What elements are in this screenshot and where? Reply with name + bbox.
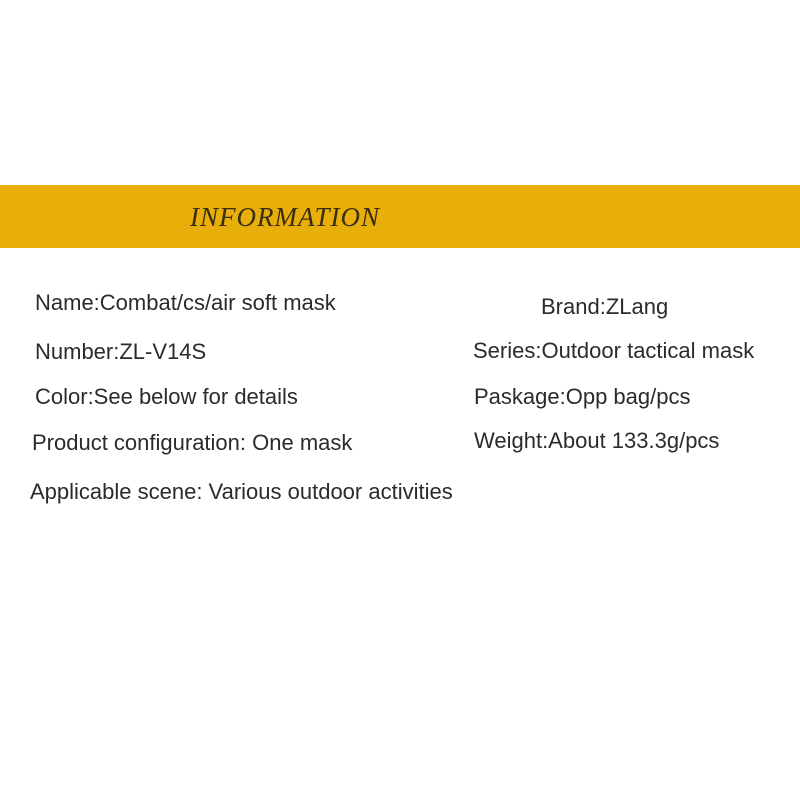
information-title: INFORMATION — [190, 202, 380, 232]
info-name: Name:Combat/cs/air soft mask — [35, 290, 336, 315]
info-scene: Applicable scene: Various outdoor activities — [30, 479, 453, 504]
info-color: Color:See below for details — [35, 384, 298, 409]
info-brand: Brand:ZLang — [541, 294, 669, 319]
info-number: Number:ZL-V14S — [35, 339, 207, 364]
info-series: Series:Outdoor tactical mask — [473, 338, 755, 363]
info-package: Paskage:Opp bag/pcs — [474, 384, 691, 409]
info-weight: Weight:About 133.3g/pcs — [474, 428, 720, 453]
information-banner — [0, 185, 800, 248]
info-configuration: Product configuration: One mask — [32, 430, 353, 455]
